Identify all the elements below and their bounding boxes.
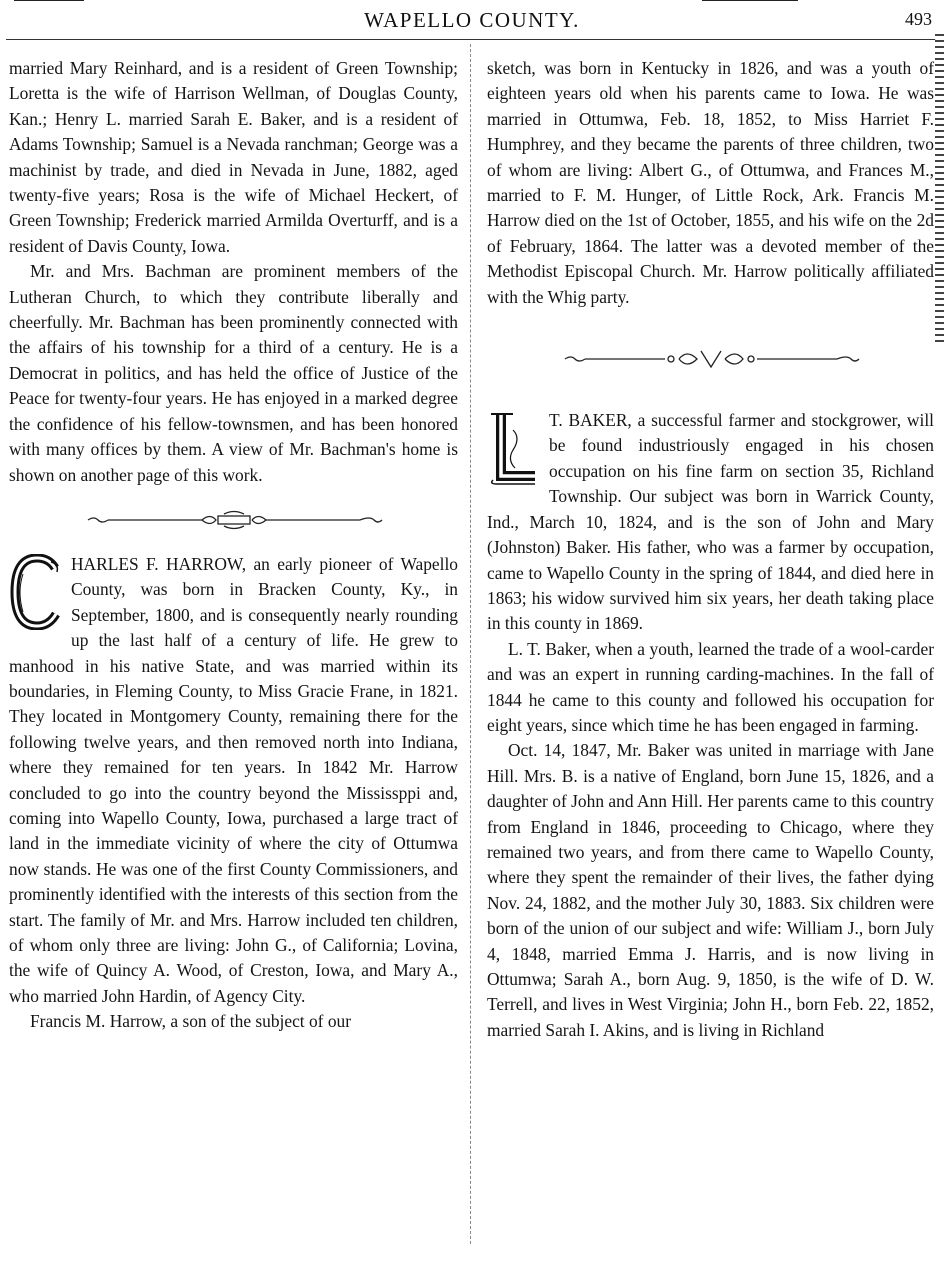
right-column [487, 56, 934, 1043]
dropcap-l [487, 410, 539, 486]
bachman-church-paragraph: Mr. and Mrs. Bachman are prominent members of the Lutheran Church, to which they contribute liberally and cheerfully. Mr. Bachman has been prominently connected with the affairs of his township for a third of a century. He is a Democrat in politics, and has held the office of Justice of the Peace for twenty-four years. He has enjoyed in a marked degree the confidence of his fellow-townsmen, and has been honored with many offices by them. A view of Mr. Bachman's home is shown on another page of this work. [9, 261, 458, 485]
francis-harrow-paragraph-continued: sketch, was born in Kentucky in 1826, and was a youth of eighteen years old when his parents came to Iowa. He was married in Ottumwa, Feb. 18, 1852, to Miss Harriet F. Humphrey, and they became the parents of three children, two of whom are living: Albert G., of Ottumwa, and Frances M., married to F. M. Hunger, of Little Rock, Ark. Francis M. Harrow died on the 1st of October, 1855, and his wife on the 2d of February, 1864. The latter was a devoted member of the Methodist Episcopal Church. Mr. Harrow politically affiliated with the Whig party. [487, 58, 934, 307]
francis-harrow-paragraph-start: Francis M. Harrow, a son of the subject of our [30, 1011, 352, 1032]
section-divider-ornament [9, 488, 458, 552]
bachman-family-paragraph: married Mary Reinhard, and is a resident of Green Township; Loretta is the wife of Harrison Wellman, of Douglas County, Kan.; Henry L. married Sarah E. Baker, and is a resident of Adams Township; Samuel is a Nevada ranchman; George was a machinist by trade, and died in Nevada in June, 1882, aged twenty-five years; Rosa is the wife of Michael Heckert, of Green Township; Frederick married Armilda Overturff, and is a resident of Davis County, Iowa. [9, 58, 458, 256]
header-fragment-line [14, 0, 84, 1]
scroll-divider-ornament-icon [84, 510, 384, 530]
section-divider-ornament [487, 310, 934, 408]
running-head: WAPELLO COUNTY. [364, 8, 580, 32]
scroll-divider-ornament-icon [561, 347, 861, 371]
header-fragment-line [702, 0, 798, 1]
baker-bio-text: T. BAKER, a successful farmer and stockgrower, will be found industriously engaged in his chosen occupation on his fine farm on section 35, Richland Township. Our subject was born in Warrick County, Ind., March 10, 1824, and is the son of John and Mary (Johnston) Baker. His father, who was a farmer by occupation, came to Wapello County in the spring of 1844, and died here in 1863; his widow survived him six years, her death taking place in this county in 1869. [487, 410, 934, 634]
baker-biography [487, 408, 934, 637]
ornate-capital-c-icon [9, 554, 61, 630]
left-column [9, 56, 458, 1035]
header-rule [6, 39, 936, 40]
baker-trade-paragraph: L. T. Baker, when a youth, learned the trade of a wool-carder and was an expert in running carding-machines. In the fall of 1844 he came to this county and followed his occupation for eight years, since which time he has been engaged in farming. [487, 638, 934, 735]
binding-edge-marks [935, 34, 944, 344]
harrow-biography [9, 552, 458, 1009]
harrow-bio-text: HARLES F. HARROW, an early pioneer of Wapello County, was born in Bracken County, Ky., in September, 1800, and is consequently nearly rounding up the last half of a century of life. He grew to manhood in his native State, and was married within its boundaries, in Fleming County, to Miss Gracie Frane, in 1821. They located in Montgomery County, remaining there for the following twelve years, and then removed north into Indiana, where they remained for ten years. In 1842 Mr. Harrow concluded to go into the country beyond the Mississppi and, coming into Wapello County, Iowa, purchased a large tract of land in the immediate vicinity of where the city of Ottumwa now stands. He was one of the first County Commissioners, and prominently identified with the interests of this section from the start. The family of Mr. and Mrs. Harrow included ten children, of whom only three are living: John G., of California; Lovina, the wife of Quincy A. Wood, of Creston, Iowa, and Mary A., who married John Hardin, of Agency City. [9, 553, 458, 1006]
ornate-capital-l-icon [487, 410, 539, 486]
page-number: 493 [905, 9, 932, 29]
baker-marriage-paragraph: Oct. 14, 1847, Mr. Baker was united in marriage with Jane Hill. Mrs. B. is a native of England, born June 15, 1826, and a daughter of John and Ann Hill. Her parents came to this country from England in 1846, proceeding to Chicago, where they remained two years, and from there came to Wapello County, where they spent the remainder of their lives, the father dying Nov. 24, 1882, and the mother July 30, 1883. Six children were born of the union of our subject and wife: William J., born July 4, 1848, married Emma J. Harris, and is now living in Ottumwa; Sarah A., born Aug. 9, 1850, is the wife of D. W. Terrell, and lives in West Virginia; John H., born Feb. 22, 1852, married Sarah I. Akins, and is living in Richland [487, 740, 934, 1040]
dropcap-c [9, 554, 61, 630]
column-divider [470, 44, 471, 1244]
